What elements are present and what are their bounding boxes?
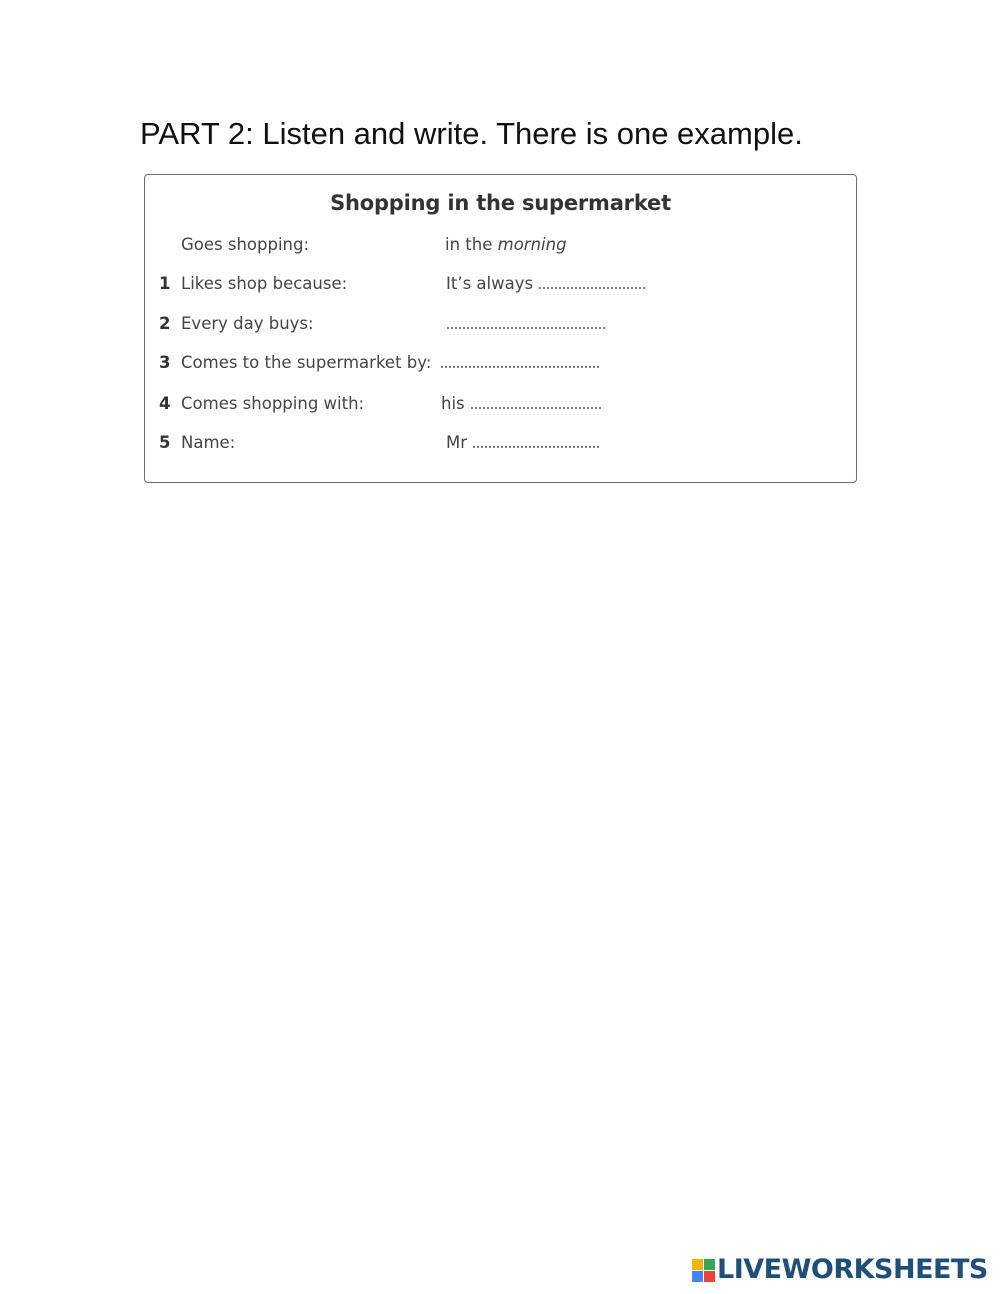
answer-prefix: in the [445, 235, 498, 254]
row-number: 4 [159, 394, 171, 413]
answer-blank-4[interactable] [470, 407, 602, 409]
answer-blank-1[interactable] [538, 287, 646, 289]
row-number: 3 [159, 353, 171, 372]
row-label: Likes shop because: [181, 274, 348, 293]
question-row-4 [145, 392, 856, 416]
question-row-3 [145, 351, 856, 375]
question-row-1 [145, 272, 856, 296]
card-title: Shopping in the supermarket [330, 191, 671, 215]
logo-block [704, 1259, 715, 1270]
answer-2 [446, 312, 606, 336]
example-row [145, 233, 856, 257]
row-number: 1 [159, 274, 171, 293]
row-label: Comes to the supermarket by: [181, 353, 432, 372]
row-label: Goes shopping: [181, 235, 310, 254]
row-label: Comes shopping with: [181, 394, 365, 413]
logo-blocks-icon [692, 1259, 715, 1282]
answer-prefix: Mr [446, 433, 473, 452]
row-number: 2 [159, 314, 171, 333]
page-instruction: PART 2: Listen and write. There is one example. [140, 116, 803, 151]
answer-example-word: morning [497, 235, 567, 254]
answer-4 [441, 392, 602, 416]
worksheet-card [144, 174, 857, 483]
row-label: Name: [181, 433, 236, 452]
answer-blank-2[interactable] [446, 327, 606, 329]
question-row-5 [145, 431, 856, 455]
row-number: 5 [159, 433, 171, 452]
answer-5 [446, 431, 600, 455]
logo-block [692, 1259, 703, 1270]
answer-prefix: his [441, 394, 470, 413]
question-row-2 [145, 312, 856, 336]
logo-text: LIVEWORKSHEETS [717, 1254, 988, 1285]
row-label: Every day buys: [181, 314, 314, 333]
liveworksheets-logo [692, 1255, 988, 1285]
example-answer [445, 233, 567, 257]
logo-block [692, 1271, 703, 1282]
answer-3 [440, 351, 600, 375]
answer-1 [446, 272, 646, 296]
answer-prefix: It’s always [446, 274, 539, 293]
logo-block [704, 1271, 715, 1282]
answer-blank-3[interactable] [440, 366, 600, 368]
answer-blank-5[interactable] [472, 446, 600, 448]
